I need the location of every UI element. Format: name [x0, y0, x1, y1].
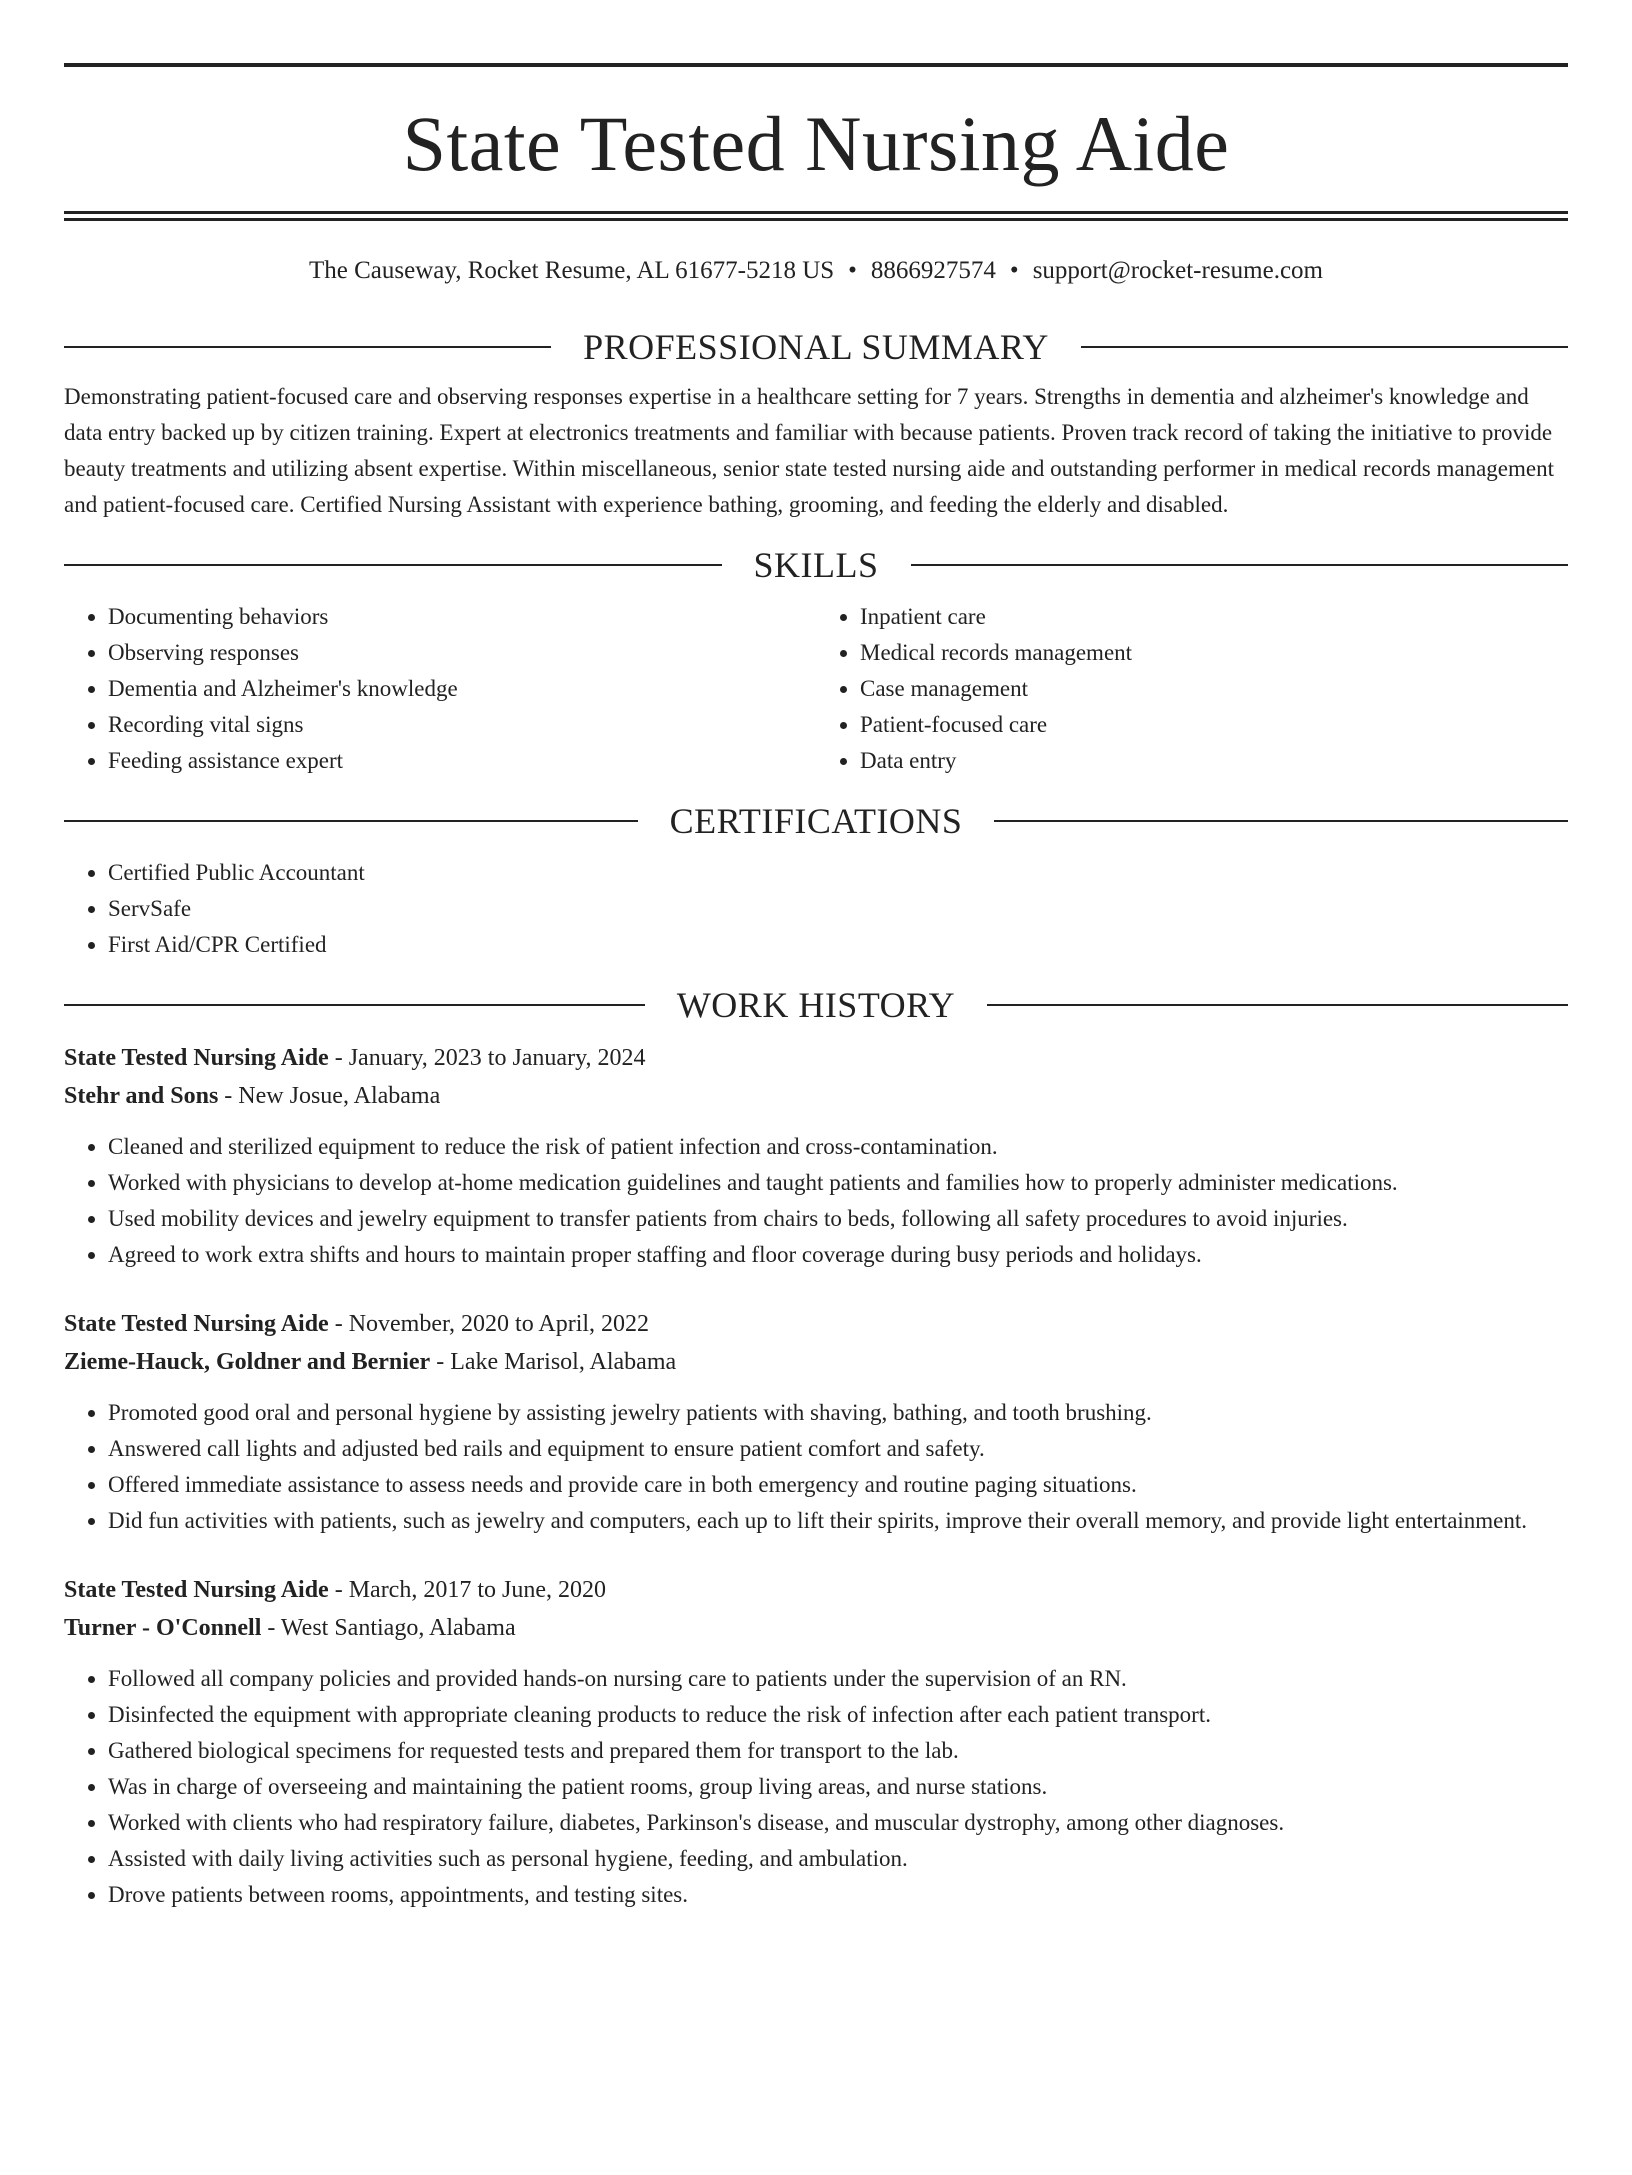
- heading-rule-right: [987, 1004, 1568, 1006]
- skill-item: • Medical records management: [860, 635, 1568, 671]
- job-duty-item: • Answered call lights and adjusted bed rails and equipment to ensure patient comfort and safety.: [108, 1431, 1568, 1467]
- skill-item: • Patient-focused care: [860, 707, 1568, 743]
- job-company-line: [64, 1077, 1568, 1115]
- job-company: Turner - O'Connell: [64, 1615, 262, 1641]
- summary-heading-title: PROFESSIONAL SUMMARY: [583, 327, 1049, 367]
- job-duty-item: • Did fun activities with patients, such as jewelry and computers, each up to lift their spirits, improve their overall memory, and provide light entertainment.: [108, 1503, 1568, 1539]
- job-duty-item: • Worked with clients who had respiratory failure, diabetes, Parkinson's disease, and muscular dystrophy, among other diagnoses.: [108, 1805, 1568, 1841]
- job-duty-item: • Used mobility devices and jewelry equipment to transfer patients from chairs to beds, following all safety procedures to avoid injuries.: [108, 1201, 1568, 1237]
- certifications-section-heading: [64, 801, 1568, 841]
- contact-line: [64, 255, 1568, 287]
- job-entry: [64, 1305, 1568, 1539]
- skill-item: • Dementia and Alzheimer's knowledge: [108, 671, 816, 707]
- job-company-line: [64, 1343, 1568, 1381]
- heading-rule-right: [994, 820, 1568, 822]
- heading-rule-left: [64, 564, 722, 566]
- job-duties-list: [64, 1129, 1568, 1273]
- job-dates: - January, 2023 to January, 2024: [328, 1045, 646, 1071]
- job-duty-item: • Cleaned and sterilized equipment to reduce the risk of patient infection and cross-contamination.: [108, 1129, 1568, 1165]
- contact-address: The Causeway, Rocket Resume, AL 61677-5218 US: [309, 257, 835, 284]
- skill-item: • Feeding assistance expert: [108, 743, 816, 779]
- skills-list: [64, 599, 1568, 779]
- skill-item: • Inpatient care: [860, 599, 1568, 635]
- summary-section-heading: [64, 327, 1568, 367]
- certification-item: • Certified Public Accountant: [108, 855, 1568, 891]
- header-double-rule: [64, 211, 1568, 221]
- job-duties-list: [64, 1395, 1568, 1539]
- job-title: State Tested Nursing Aide: [64, 1045, 329, 1071]
- job-title-line: [64, 1305, 1568, 1343]
- skill-item: • Case management: [860, 671, 1568, 707]
- skill-item: • Recording vital signs: [108, 707, 816, 743]
- contact-email: support@rocket-resume.com: [1032, 257, 1323, 284]
- heading-rule-left: [64, 820, 638, 822]
- job-title-line: [64, 1039, 1568, 1077]
- certifications-list: [64, 855, 1568, 963]
- certification-item: • First Aid/CPR Certified: [108, 927, 1568, 963]
- job-title-line: [64, 1571, 1568, 1609]
- skills-column-left: [64, 599, 816, 779]
- skill-item: • Observing responses: [108, 635, 816, 671]
- job-location: - New Josue, Alabama: [218, 1083, 441, 1109]
- job-duties-list: [64, 1661, 1568, 1913]
- contact-phone: 8866927574: [870, 257, 996, 284]
- job-duty-item: • Was in charge of overseeing and maintaining the patient rooms, group living areas, and nurse stations.: [108, 1769, 1568, 1805]
- certifications-heading-title: CERTIFICATIONS: [669, 801, 963, 841]
- certification-item: • ServSafe: [108, 891, 1568, 927]
- header-top-rule: [64, 63, 1568, 67]
- job-duty-item: • Followed all company policies and provided hands-on nursing care to patients under the supervision of an RN.: [108, 1661, 1568, 1697]
- job-duty-item: • Worked with physicians to develop at-home medication guidelines and taught patients and families how to properly administer medications.: [108, 1165, 1568, 1201]
- job-dates: - March, 2017 to June, 2020: [328, 1577, 606, 1603]
- job-title: State Tested Nursing Aide: [64, 1311, 329, 1337]
- heading-rule-left: [64, 346, 551, 348]
- skills-column-right: [816, 599, 1568, 779]
- job-location: - West Santiago, Alabama: [261, 1615, 516, 1641]
- skills-heading-title: SKILLS: [753, 545, 879, 585]
- resume-name: State Tested Nursing Aide: [402, 100, 1230, 187]
- job-duty-item: • Agreed to work extra shifts and hours to maintain proper staffing and floor coverage during busy periods and holidays.: [108, 1237, 1568, 1273]
- heading-rule-right: [1081, 346, 1568, 348]
- job-dates: - November, 2020 to April, 2022: [328, 1311, 650, 1337]
- job-title: State Tested Nursing Aide: [64, 1577, 329, 1603]
- skills-section-heading: [64, 545, 1568, 585]
- job-duty-item: • Drove patients between rooms, appointments, and testing sites.: [108, 1877, 1568, 1913]
- job-entry: [64, 1571, 1568, 1913]
- heading-rule-right: [911, 564, 1569, 566]
- job-entry: [64, 1039, 1568, 1273]
- work-history-heading-title: WORK HISTORY: [676, 985, 956, 1025]
- skill-item: • Documenting behaviors: [108, 599, 816, 635]
- job-duty-item: • Disinfected the equipment with appropriate cleaning products to reduce the risk of infection after each patient transport.: [108, 1697, 1568, 1733]
- job-duty-item: • Assisted with daily living activities such as personal hygiene, feeding, and ambulation.: [108, 1841, 1568, 1877]
- job-company-line: [64, 1609, 1568, 1647]
- summary-text: Demonstrating patient-focused care and observing responses expertise in a healthcare setting for 7 years. Strengths in dementia and alzheimer's knowledge and data entry backed up by citizen training. Expert at electronics treatments and familiar with because patients. Proven track record of taking the initiative to provide beauty treatments and utilizing absent expertise. Within miscellaneous, senior state tested nursing aide and outstanding performer in medical records management and patient-focused care. Certified Nursing Assistant with experience bathing, grooming, and feeding the elderly and disabled.: [64, 384, 1555, 517]
- contact-separator: •: [1009, 257, 1019, 284]
- contact-separator: •: [848, 257, 857, 284]
- job-company: Zieme-Hauck, Goldner and Bernier: [64, 1349, 431, 1375]
- job-location: - Lake Marisol, Alabama: [430, 1349, 677, 1375]
- job-duty-item: • Offered immediate assistance to assess needs and provide care in both emergency and routine paging situations.: [108, 1467, 1568, 1503]
- job-duty-item: • Gathered biological specimens for requested tests and prepared them for transport to the lab.: [108, 1733, 1568, 1769]
- work-history-section-heading: [64, 985, 1568, 1025]
- job-duty-item: • Promoted good oral and personal hygiene by assisting jewelry patients with shaving, bathing, and tooth brushing.: [108, 1395, 1568, 1431]
- resume-page: [0, 63, 1632, 2175]
- skill-item: • Data entry: [860, 743, 1568, 779]
- job-company: Stehr and Sons: [64, 1083, 219, 1109]
- heading-rule-left: [64, 1004, 645, 1006]
